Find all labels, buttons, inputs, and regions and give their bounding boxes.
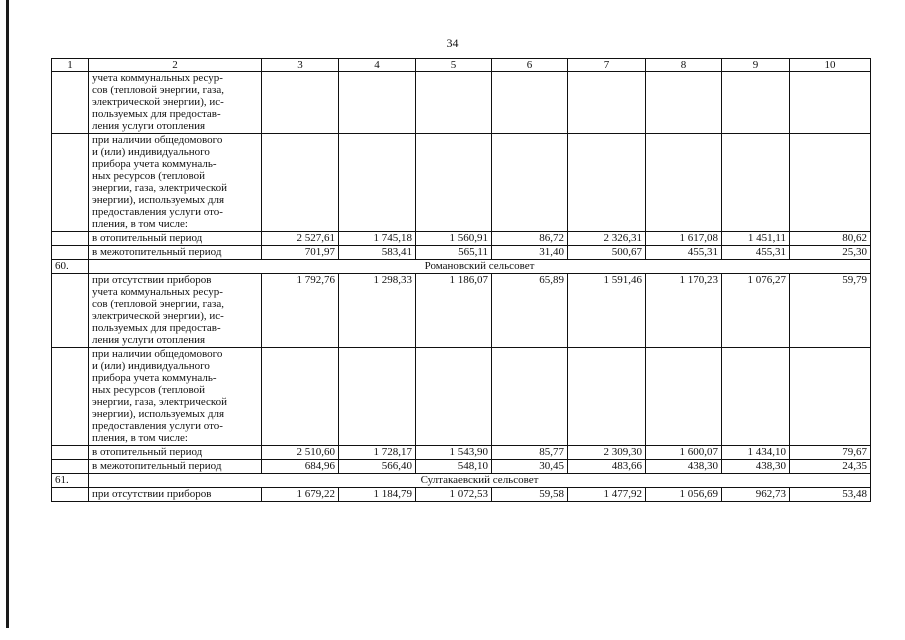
value-cell: 1 543,90 [416, 446, 492, 460]
value-cell: 1 617,08 [646, 232, 722, 246]
row-number [52, 72, 89, 134]
value-cell [722, 348, 790, 446]
header-cell: 10 [790, 59, 871, 72]
value-cell [646, 348, 722, 446]
table-row [52, 72, 871, 134]
table-row [52, 246, 871, 260]
row-number [52, 134, 89, 232]
value-cell: 2 510,60 [262, 446, 339, 460]
row-description: в отопительный период [89, 232, 262, 246]
value-cell: 1 745,18 [339, 232, 416, 246]
value-cell: 1 072,53 [416, 488, 492, 502]
row-description: при наличии общедомового и (или) индивидуального прибора учета коммуналь- ных ресурсов (тепловой энергии, газа, электрической энергии), используемых для предоставления услуги ото- пления, в том числе: [89, 134, 262, 232]
value-cell: 962,73 [722, 488, 790, 502]
value-cell: 1 170,23 [646, 274, 722, 348]
value-cell: 1 679,22 [262, 488, 339, 502]
header-cell: 3 [262, 59, 339, 72]
row-number: 60. [52, 260, 89, 274]
value-cell [339, 134, 416, 232]
row-number [52, 460, 89, 474]
row-number: 61. [52, 474, 89, 488]
table-row [52, 134, 871, 232]
row-description: учета коммунальных ресур- сов (тепловой энергии, газа, электрической энергии), ис- пользуемых для предостав- ления услуги отопления [89, 72, 262, 134]
value-cell [262, 134, 339, 232]
value-cell: 500,67 [568, 246, 646, 260]
row-number [52, 348, 89, 446]
row-number [52, 246, 89, 260]
header-cell: 5 [416, 59, 492, 72]
value-cell [339, 72, 416, 134]
value-cell: 455,31 [722, 246, 790, 260]
value-cell [492, 134, 568, 232]
section-row [52, 474, 871, 488]
value-cell: 79,67 [790, 446, 871, 460]
section-title: Султакаевский сельсовет [89, 474, 871, 488]
table-row [52, 446, 871, 460]
value-cell [790, 72, 871, 134]
table-row [52, 232, 871, 246]
value-cell: 1 184,79 [339, 488, 416, 502]
header-cell: 9 [722, 59, 790, 72]
value-cell [568, 348, 646, 446]
header-cell: 6 [492, 59, 568, 72]
value-cell: 59,79 [790, 274, 871, 348]
header-cell: 4 [339, 59, 416, 72]
value-cell: 583,41 [339, 246, 416, 260]
value-cell: 1 186,07 [416, 274, 492, 348]
table-row [52, 460, 871, 474]
value-cell [492, 348, 568, 446]
value-cell [568, 72, 646, 134]
value-cell [416, 348, 492, 446]
row-description: при отсутствии приборов учета коммунальных ресур- сов (тепловой энергии, газа, электрической энергии), ис- пользуемых для предостав- ления услуги отопления [89, 274, 262, 348]
header-cell: 1 [52, 59, 89, 72]
value-cell: 2 326,31 [568, 232, 646, 246]
value-cell: 1 076,27 [722, 274, 790, 348]
value-cell: 566,40 [339, 460, 416, 474]
value-cell: 1 591,46 [568, 274, 646, 348]
table-row [52, 274, 871, 348]
header-cell: 2 [89, 59, 262, 72]
value-cell: 438,30 [646, 460, 722, 474]
value-cell [492, 72, 568, 134]
value-cell [790, 348, 871, 446]
value-cell: 455,31 [646, 246, 722, 260]
value-cell: 86,72 [492, 232, 568, 246]
table-row [52, 488, 871, 502]
value-cell [646, 72, 722, 134]
value-cell: 1 434,10 [722, 446, 790, 460]
value-cell: 24,35 [790, 460, 871, 474]
table-row [52, 348, 871, 446]
section-title: Романовский сельсовет [89, 260, 871, 274]
value-cell: 1 600,07 [646, 446, 722, 460]
value-cell: 1 451,11 [722, 232, 790, 246]
value-cell: 1 560,91 [416, 232, 492, 246]
value-cell: 85,77 [492, 446, 568, 460]
row-number [52, 488, 89, 502]
value-cell: 684,96 [262, 460, 339, 474]
value-cell [722, 72, 790, 134]
value-cell: 1 298,33 [339, 274, 416, 348]
value-cell [262, 348, 339, 446]
page-number: 34 [446, 36, 459, 50]
row-number [52, 446, 89, 460]
table-body [52, 59, 871, 502]
value-cell: 2 527,61 [262, 232, 339, 246]
row-description: при наличии общедомового и (или) индивидуального прибора учета коммуналь- ных ресурсов (тепловой энергии, газа, электрической энергии), используемых для предоставления услуги ото- пления, в том числе: [89, 348, 262, 446]
value-cell [416, 72, 492, 134]
value-cell: 25,30 [790, 246, 871, 260]
row-description: в отопительный период [89, 446, 262, 460]
value-cell [722, 134, 790, 232]
value-cell: 1 056,69 [646, 488, 722, 502]
value-cell: 1 477,92 [568, 488, 646, 502]
value-cell: 1 792,76 [262, 274, 339, 348]
value-cell [646, 134, 722, 232]
tariff-table [51, 58, 871, 502]
value-cell: 565,11 [416, 246, 492, 260]
scan-edge-shadow [6, 0, 9, 628]
value-cell: 65,89 [492, 274, 568, 348]
value-cell [568, 134, 646, 232]
value-cell [262, 72, 339, 134]
value-cell: 701,97 [262, 246, 339, 260]
value-cell: 2 309,30 [568, 446, 646, 460]
header-cell: 8 [646, 59, 722, 72]
value-cell: 53,48 [790, 488, 871, 502]
row-number [52, 232, 89, 246]
value-cell: 1 728,17 [339, 446, 416, 460]
row-description: при отсутствии приборов [89, 488, 262, 502]
row-description: в межотопительный период [89, 246, 262, 260]
header-row [52, 59, 871, 72]
value-cell: 438,30 [722, 460, 790, 474]
row-description: в межотопительный период [89, 460, 262, 474]
value-cell: 80,62 [790, 232, 871, 246]
section-row [52, 260, 871, 274]
value-cell: 59,58 [492, 488, 568, 502]
value-cell: 31,40 [492, 246, 568, 260]
value-cell: 30,45 [492, 460, 568, 474]
value-cell: 548,10 [416, 460, 492, 474]
row-number [52, 274, 89, 348]
header-cell: 7 [568, 59, 646, 72]
value-cell [339, 348, 416, 446]
value-cell [790, 134, 871, 232]
value-cell: 483,66 [568, 460, 646, 474]
value-cell [416, 134, 492, 232]
